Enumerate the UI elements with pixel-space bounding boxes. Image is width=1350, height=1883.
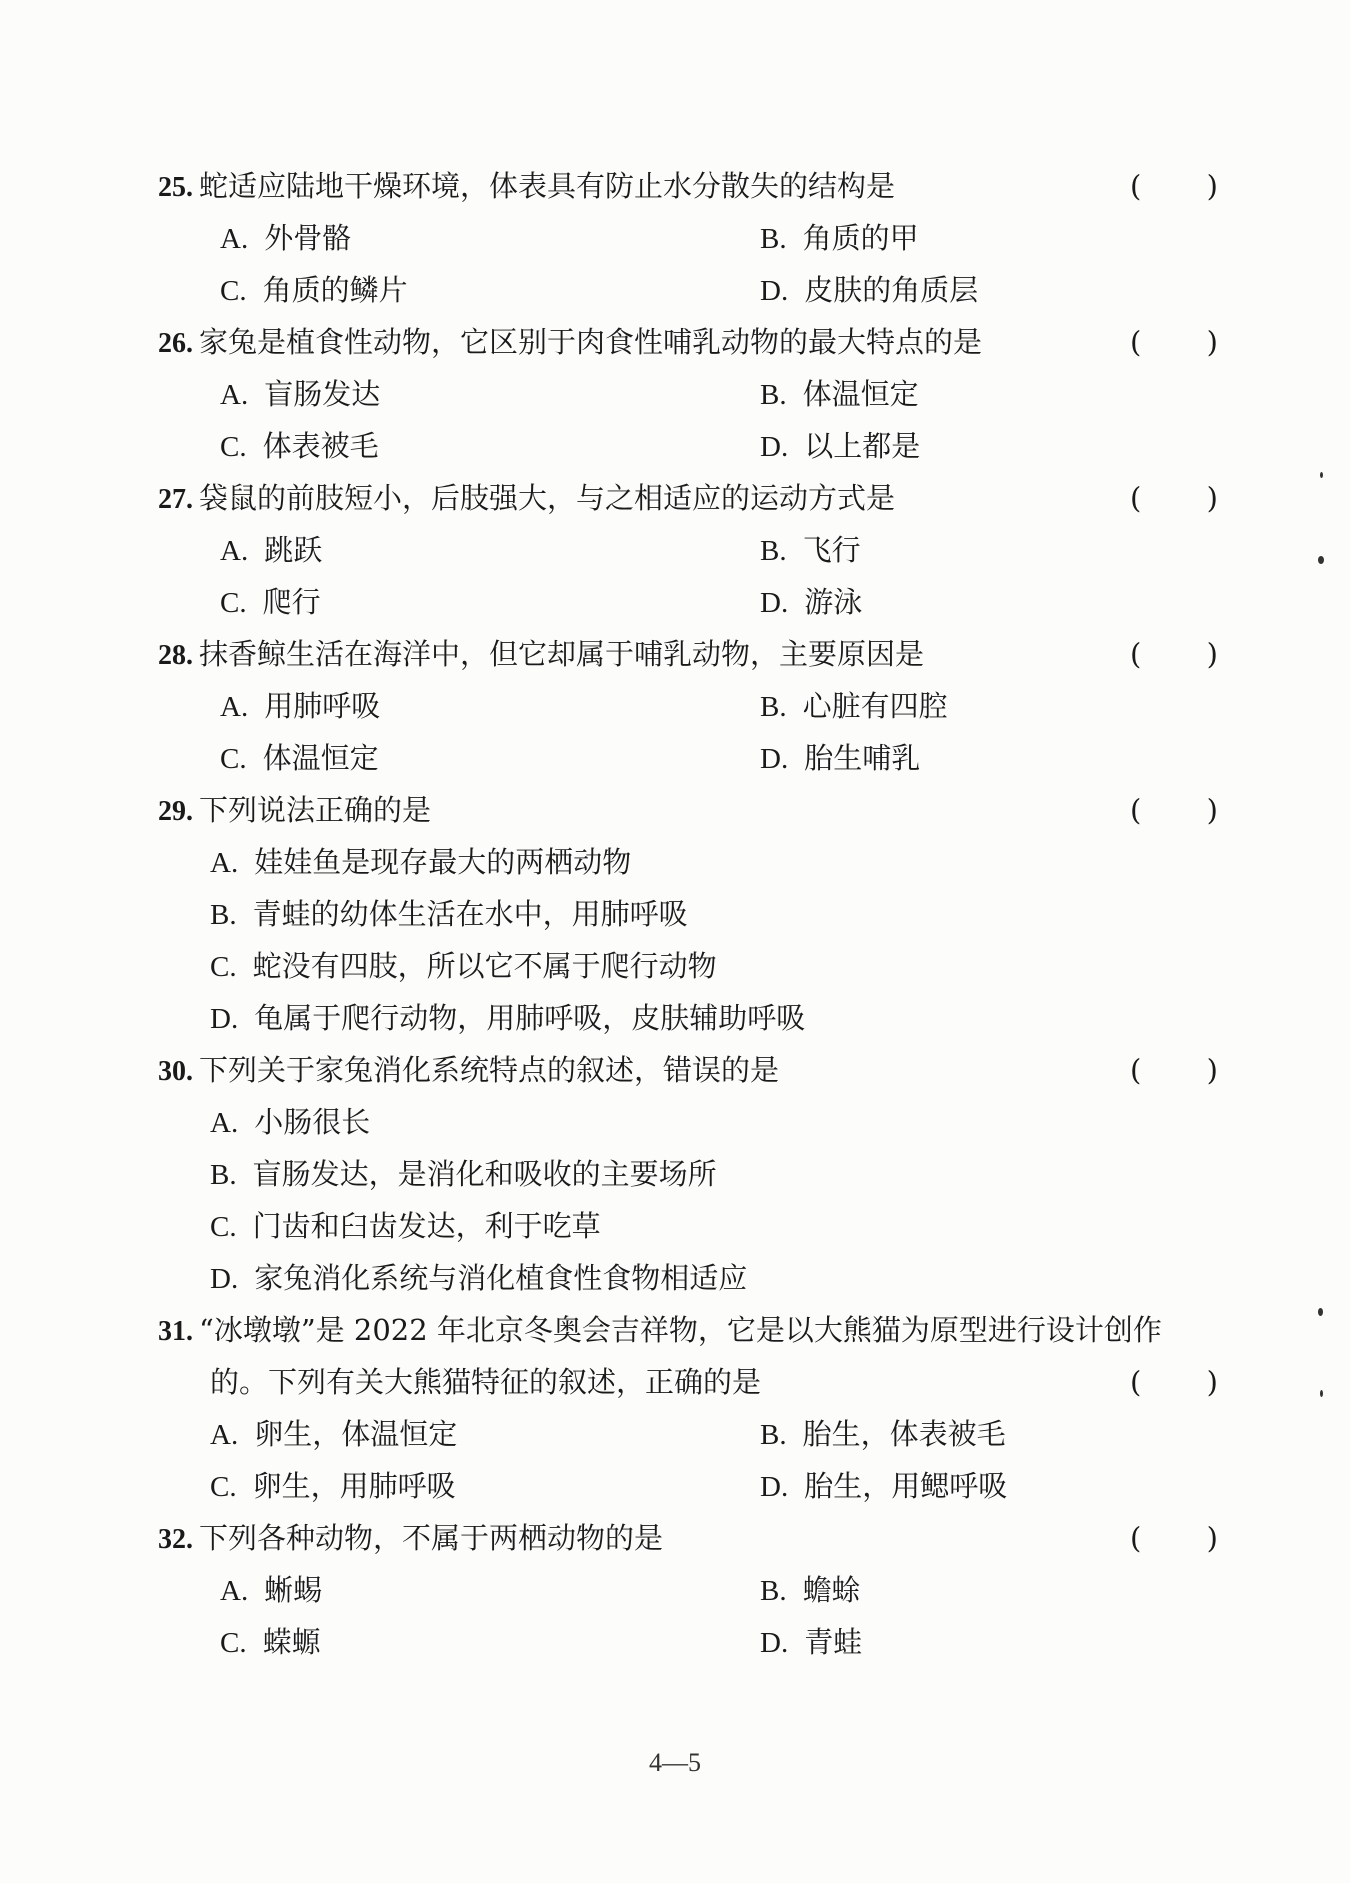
question-stem bbox=[158, 784, 1218, 836]
option-c[interactable]: C. 体温恒定 bbox=[220, 741, 379, 775]
option-row bbox=[158, 420, 1218, 472]
scan-speck bbox=[1318, 1308, 1323, 1316]
question-number: 30. bbox=[158, 1056, 193, 1087]
answer-bracket[interactable]: ( ) bbox=[1130, 1053, 1218, 1087]
question-number: 32. bbox=[158, 1524, 193, 1555]
question-stem bbox=[158, 1304, 1218, 1356]
question-30 bbox=[158, 1044, 1218, 1304]
option-a[interactable]: A. 小肠很长 bbox=[210, 1105, 371, 1139]
option-b[interactable]: B. 体温恒定 bbox=[760, 377, 919, 411]
scan-speck bbox=[1320, 472, 1323, 478]
option-a[interactable]: A. 卵生，体温恒定 bbox=[210, 1417, 458, 1451]
option-d[interactable]: D. 以上都是 bbox=[760, 429, 921, 463]
question-stem bbox=[158, 1512, 1218, 1564]
scan-speck bbox=[1320, 1390, 1323, 1397]
question-number: 27. bbox=[158, 484, 193, 515]
option-c[interactable]: C. 爬行 bbox=[220, 585, 321, 619]
scan-speck bbox=[1318, 556, 1324, 564]
question-stem-continued bbox=[158, 1356, 1218, 1408]
question-28 bbox=[158, 628, 1218, 784]
question-text: 下列说法正确的是 bbox=[199, 793, 432, 827]
answer-bracket[interactable]: ( ) bbox=[1130, 481, 1218, 515]
question-number: 25. bbox=[158, 172, 193, 203]
option-row bbox=[158, 888, 1218, 940]
question-text: 袋鼠的前肢短小，后肢强大，与之相适应的运动方式是 bbox=[199, 481, 896, 515]
question-text: 的。下列有关大熊猫特征的叙述，正确的是 bbox=[210, 1365, 762, 1399]
question-stem bbox=[158, 472, 1218, 524]
question-stem bbox=[158, 628, 1218, 680]
page-number: 4—5 bbox=[649, 1748, 701, 1777]
option-row bbox=[158, 368, 1218, 420]
option-row bbox=[158, 264, 1218, 316]
option-row bbox=[158, 992, 1218, 1044]
option-d[interactable]: D. 游泳 bbox=[760, 585, 863, 619]
option-b[interactable]: B. 蟾蜍 bbox=[760, 1573, 861, 1607]
option-c[interactable]: C. 蛇没有四肢，所以它不属于爬行动物 bbox=[210, 949, 717, 983]
answer-bracket[interactable]: ( ) bbox=[1130, 169, 1218, 203]
answer-bracket[interactable]: ( ) bbox=[1130, 793, 1218, 827]
option-a[interactable]: A. 用肺呼吸 bbox=[220, 689, 381, 723]
answer-bracket[interactable]: ( ) bbox=[1130, 1521, 1218, 1555]
option-a[interactable]: A. 蜥蜴 bbox=[220, 1573, 323, 1607]
question-number: 31. bbox=[158, 1316, 193, 1347]
option-row bbox=[158, 680, 1218, 732]
option-row bbox=[158, 1408, 1218, 1460]
answer-bracket[interactable]: ( ) bbox=[1130, 637, 1218, 671]
option-c[interactable]: C. 体表被毛 bbox=[220, 429, 379, 463]
answer-bracket[interactable]: ( ) bbox=[1130, 325, 1218, 359]
option-d[interactable]: D. 家兔消化系统与消化植食性食物相适应 bbox=[210, 1261, 748, 1295]
answer-bracket[interactable]: ( ) bbox=[1130, 1365, 1218, 1399]
option-b[interactable]: B. 角质的甲 bbox=[760, 221, 919, 255]
option-c[interactable]: C. 角质的鳞片 bbox=[220, 273, 408, 307]
option-a[interactable]: A. 外骨骼 bbox=[220, 221, 352, 255]
question-26 bbox=[158, 316, 1218, 472]
question-32 bbox=[158, 1512, 1218, 1668]
question-number: 26. bbox=[158, 328, 193, 359]
question-31 bbox=[158, 1304, 1218, 1512]
option-c[interactable]: C. 卵生，用肺呼吸 bbox=[210, 1469, 456, 1503]
option-row bbox=[158, 524, 1218, 576]
option-row bbox=[158, 940, 1218, 992]
question-text: 抹香鲸生活在海洋中，但它却属于哺乳动物，主要原因是 bbox=[199, 637, 925, 671]
option-d[interactable]: D. 龟属于爬行动物，用肺呼吸，皮肤辅助呼吸 bbox=[210, 1001, 806, 1035]
option-row bbox=[158, 576, 1218, 628]
option-row bbox=[158, 1200, 1218, 1252]
option-row bbox=[158, 1564, 1218, 1616]
option-row bbox=[158, 732, 1218, 784]
option-c[interactable]: C. 蝾螈 bbox=[220, 1625, 321, 1659]
question-text: 家兔是植食性动物，它区别于肉食性哺乳动物的最大特点的是 bbox=[199, 325, 983, 359]
question-text: 下列关于家兔消化系统特点的叙述，错误的是 bbox=[199, 1053, 780, 1087]
question-number: 28. bbox=[158, 640, 193, 671]
option-b[interactable]: B. 心脏有四腔 bbox=[760, 689, 948, 723]
question-29 bbox=[158, 784, 1218, 1044]
option-d[interactable]: D. 胎生哺乳 bbox=[760, 741, 921, 775]
question-number: 29. bbox=[158, 796, 193, 827]
question-stem bbox=[158, 160, 1218, 212]
option-b[interactable]: B. 青蛙的幼体生活在水中，用肺呼吸 bbox=[210, 897, 688, 931]
question-stem bbox=[158, 316, 1218, 368]
option-b[interactable]: B. 盲肠发达，是消化和吸收的主要场所 bbox=[210, 1157, 717, 1191]
question-25 bbox=[158, 160, 1218, 316]
option-b[interactable]: B. 飞行 bbox=[760, 533, 861, 567]
option-a[interactable]: A. 盲肠发达 bbox=[220, 377, 381, 411]
option-b[interactable]: B. 胎生，体表被毛 bbox=[760, 1417, 1006, 1451]
question-text: “冰墩墩”是 2022 年北京冬奥会吉祥物，它是以大熊猫为原型进行设计创作 bbox=[199, 1313, 1162, 1347]
option-d[interactable]: D. 皮肤的角质层 bbox=[760, 273, 979, 307]
option-d[interactable]: D. 青蛙 bbox=[760, 1625, 863, 1659]
question-text: 蛇适应陆地干燥环境，体表具有防止水分散失的结构是 bbox=[199, 169, 896, 203]
option-row bbox=[158, 1096, 1218, 1148]
option-c[interactable]: C. 门齿和臼齿发达，利于吃草 bbox=[210, 1209, 601, 1243]
question-stem bbox=[158, 1044, 1218, 1096]
option-row bbox=[158, 1460, 1218, 1512]
option-row bbox=[158, 1252, 1218, 1304]
option-d[interactable]: D. 胎生，用鳃呼吸 bbox=[760, 1469, 1008, 1503]
option-row bbox=[158, 1148, 1218, 1200]
question-text: 下列各种动物，不属于两栖动物的是 bbox=[199, 1521, 664, 1555]
option-row bbox=[158, 836, 1218, 888]
option-row bbox=[158, 212, 1218, 264]
option-a[interactable]: A. 跳跃 bbox=[220, 533, 323, 567]
option-row bbox=[158, 1616, 1218, 1668]
question-27 bbox=[158, 472, 1218, 628]
option-a[interactable]: A. 娃娃鱼是现存最大的两栖动物 bbox=[210, 845, 632, 879]
